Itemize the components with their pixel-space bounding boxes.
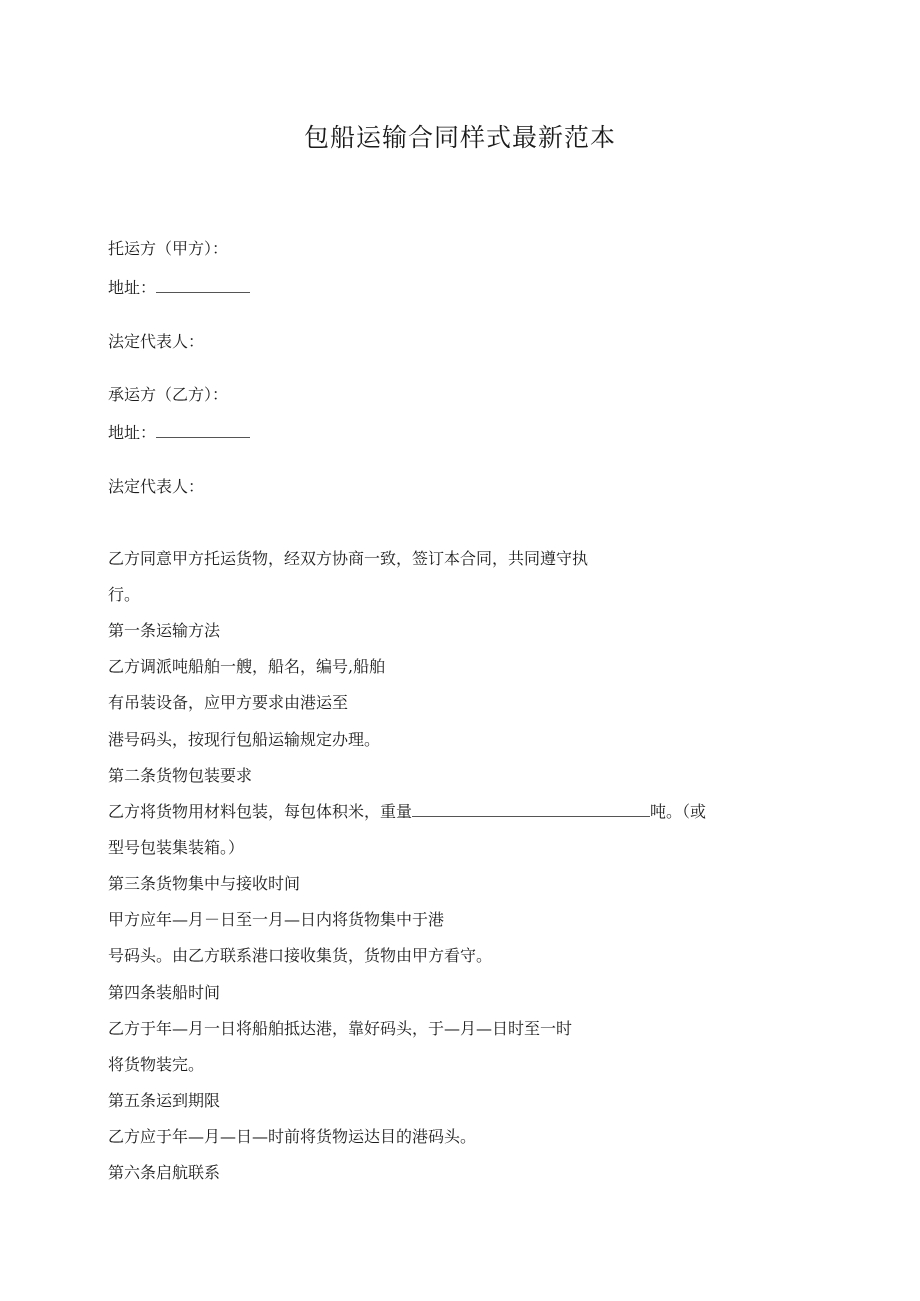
article-6-title: 第六条启航联系 [108, 1163, 221, 1182]
party-b-rep-label: 法定代表人： [108, 477, 205, 496]
article-2-line-1-text: 乙方将货物用材料包装，每包体积米，重量 [108, 802, 413, 821]
weight-blank[interactable] [412, 802, 650, 817]
party-b-label: 承运方（乙方）： [108, 385, 229, 404]
party-a-rep-label: 法定代表人： [108, 332, 205, 351]
intro-line-2: 行。 [108, 585, 141, 604]
party-a-address [108, 277, 250, 299]
party-a-address-blank[interactable] [156, 278, 250, 293]
article-3-line-1: 甲方应年—月－日至一月—日内将货物集中于港 [108, 910, 445, 929]
party-b-address [108, 422, 250, 444]
party-a-label: 托运方（甲方）： [108, 239, 229, 258]
article-2-line-1-tail: 吨。（或 [650, 802, 707, 821]
article-3-title: 第三条货物集中与接收时间 [108, 874, 301, 893]
article-4-line-1: 乙方于年—月一日将船舶抵达港，靠好码头，于—月—日时至一时 [108, 1019, 573, 1038]
article-1-line-1: 乙方调派吨船舶一艘，船名，编号,船舶 [108, 657, 386, 676]
party-b-address-label: 地址： [108, 423, 157, 442]
article-5-line-1: 乙方应于年—月—日—时前将货物运达目的港码头。 [108, 1127, 477, 1146]
article-3-line-2: 号码头。由乙方联系港口接收集货，货物由甲方看守。 [108, 946, 493, 965]
intro-line-1: 乙方同意甲方托运货物，经双方协商一致，签订本合同，共同遵守执 [108, 549, 589, 568]
article-1-line-2: 有吊装设备，应甲方要求由港运至 [108, 693, 349, 712]
article-1-line-3: 港号码头，按现行包船运输规定办理。 [108, 730, 381, 749]
article-2-line-2: 型号包装集装箱。） [108, 838, 245, 857]
party-a-address-label: 地址： [108, 278, 157, 297]
article-1-title: 第一条运输方法 [108, 621, 221, 640]
article-5-title: 第五条运到期限 [108, 1091, 221, 1110]
article-2-line-1 [108, 801, 706, 823]
party-b-address-blank[interactable] [156, 423, 250, 438]
document-title: 包船运输合同样式最新范本 [303, 123, 616, 152]
article-4-line-2: 将货物装完。 [108, 1055, 205, 1074]
article-4-title: 第四条装船时间 [108, 983, 221, 1002]
article-2-title: 第二条货物包装要求 [108, 766, 253, 785]
